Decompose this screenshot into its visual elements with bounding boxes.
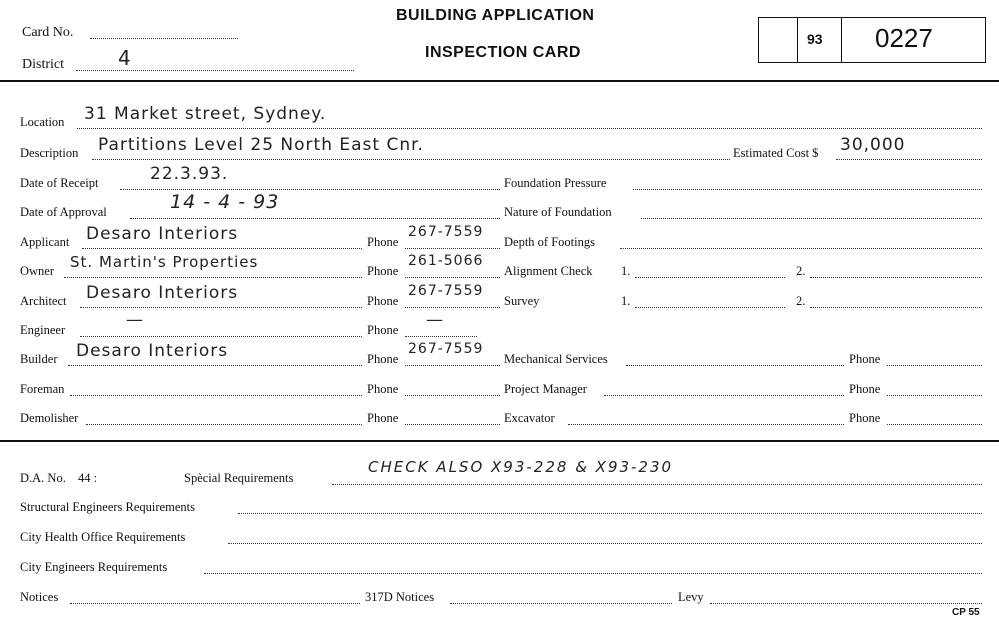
survey-label: Survey [504,294,540,308]
foundation-pressure-dots [633,189,982,190]
applicant-phone-value: 267-7559 [408,224,484,240]
card-number: 0227 [875,23,933,53]
notices-dots [70,603,360,604]
architect-label: Architect [20,294,67,308]
applicant-label: Applicant [20,235,70,249]
owner-phone-value: 261-5066 [408,253,484,269]
card-no-label: Card No. [22,25,74,40]
alignment-1-dots [635,277,785,278]
owner-phone-label: Phone [367,264,399,278]
date-receipt-label: Date of Receipt [20,176,99,190]
description-value: Partitions Level 25 North East Cnr. [98,135,424,155]
applicant-value: Desaro Interiors [86,224,239,244]
nature-foundation-dots [641,218,982,219]
depth-footings-label: Depth of Footings [504,235,595,249]
description-label: Description [20,146,79,160]
card-number-divider-2 [841,18,842,62]
project-manager-label: Project Manager [504,382,587,396]
city-engineers-dots [204,573,982,574]
project-manager-dots [604,395,844,396]
architect-phone-value: 267-7559 [408,283,484,299]
mechanical-services-dots [626,365,844,366]
date-approval-dots [130,218,500,219]
title-line1: BUILDING APPLICATION [396,7,595,24]
location-label: Location [20,115,65,129]
form-code: CP 55 [952,607,980,618]
owner-value: St. Martin's Properties [70,253,259,271]
levy-label: Levy [678,590,704,604]
project-manager-phone-label: Phone [849,382,881,396]
title-line2: INSPECTION CARD [425,44,581,61]
owner-phone-dots [405,277,500,278]
engineer-label: Engineer [20,323,66,337]
survey-num2: 2. [796,294,806,308]
city-engineers-label: City Engineers Requirements [20,560,168,574]
survey-num1: 1. [621,294,631,308]
structural-engineers-dots [238,513,982,514]
mechanical-phone-dots [887,365,982,366]
alignment-2-dots [810,277,982,278]
nature-foundation-label: Nature of Foundation [504,205,612,219]
engineer-value: — [126,310,144,330]
builder-label: Builder [20,352,58,366]
date-receipt-value: 22.3.93. [150,164,229,184]
description-dots [92,159,730,160]
date-approval-label: Date of Approval [20,205,107,219]
district-label: District [22,57,64,72]
owner-dots [64,277,362,278]
applicant-phone-dots [405,248,500,249]
card-year: 93 [807,31,823,47]
foreman-dots [70,395,362,396]
mechanical-phone-label: Phone [849,352,881,366]
excavator-label: Excavator [504,411,555,425]
architect-value: Desaro Interiors [86,283,239,303]
excavator-dots [568,424,844,425]
foreman-label: Foreman [20,382,65,396]
alignment-num1: 1. [621,264,631,278]
levy-dots [710,603,982,604]
demolisher-phone-label: Phone [367,411,399,425]
location-dots [77,128,982,129]
builder-phone-dots [405,365,500,366]
notices-317d-label: 317D Notices [365,590,435,604]
alignment-check-label: Alignment Check [504,264,593,278]
notices-label: Notices [20,590,59,604]
owner-label: Owner [20,264,55,278]
special-requirements-value: CHECK ALSO X93-228 & X93-230 [368,458,674,476]
survey-1-dots [635,307,785,308]
demolisher-dots [86,424,362,425]
engineer-phone-label: Phone [367,323,399,337]
city-health-label: City Health Office Requirements [20,530,186,544]
builder-dots [68,365,362,366]
da-no-label: D.A. No. [20,471,66,485]
city-health-dots [228,543,982,544]
estimated-cost-dots [836,159,982,160]
da-no-value: 44 : [78,471,98,485]
section-rule [0,440,999,442]
demolisher-label: Demolisher [20,411,79,425]
card-number-box [758,17,986,63]
builder-value: Desaro Interiors [76,341,229,361]
engineer-dots [80,336,362,337]
depth-footings-dots [620,248,982,249]
excavator-phone-label: Phone [849,411,881,425]
foreman-phone-dots [405,395,500,396]
card-number-divider-1 [797,18,798,62]
special-requirements-label: Spècial Requirements [184,471,294,485]
date-receipt-dots [120,189,500,190]
excavator-phone-dots [887,424,982,425]
district-value: 4 [118,46,132,70]
applicant-phone-label: Phone [367,235,399,249]
card-no-dots [90,38,238,39]
engineer-phone-dots [405,336,477,337]
project-manager-phone-dots [887,395,982,396]
structural-engineers-label: Structural Engineers Requirements [20,500,195,514]
foreman-phone-label: Phone [367,382,399,396]
engineer-phone-value: — [426,310,444,330]
notices-317d-dots [450,603,672,604]
header-rule [0,80,999,82]
demolisher-phone-dots [405,424,500,425]
date-approval-value: 14 - 4 - 93 [170,191,280,213]
builder-phone-label: Phone [367,352,399,366]
architect-phone-label: Phone [367,294,399,308]
special-requirements-dots [332,484,982,485]
estimated-cost-value: 30,000 [840,135,906,155]
architect-dots [80,307,362,308]
applicant-dots [82,248,362,249]
alignment-num2: 2. [796,264,806,278]
survey-2-dots [810,307,982,308]
mechanical-services-label: Mechanical Services [504,352,608,366]
architect-phone-dots [405,307,500,308]
location-value: 31 Market street, Sydney. [84,104,327,124]
builder-phone-value: 267-7559 [408,341,484,357]
estimated-cost-label: Estimated Cost $ [733,146,819,160]
foundation-pressure-label: Foundation Pressure [504,176,607,190]
district-dots [76,70,354,71]
